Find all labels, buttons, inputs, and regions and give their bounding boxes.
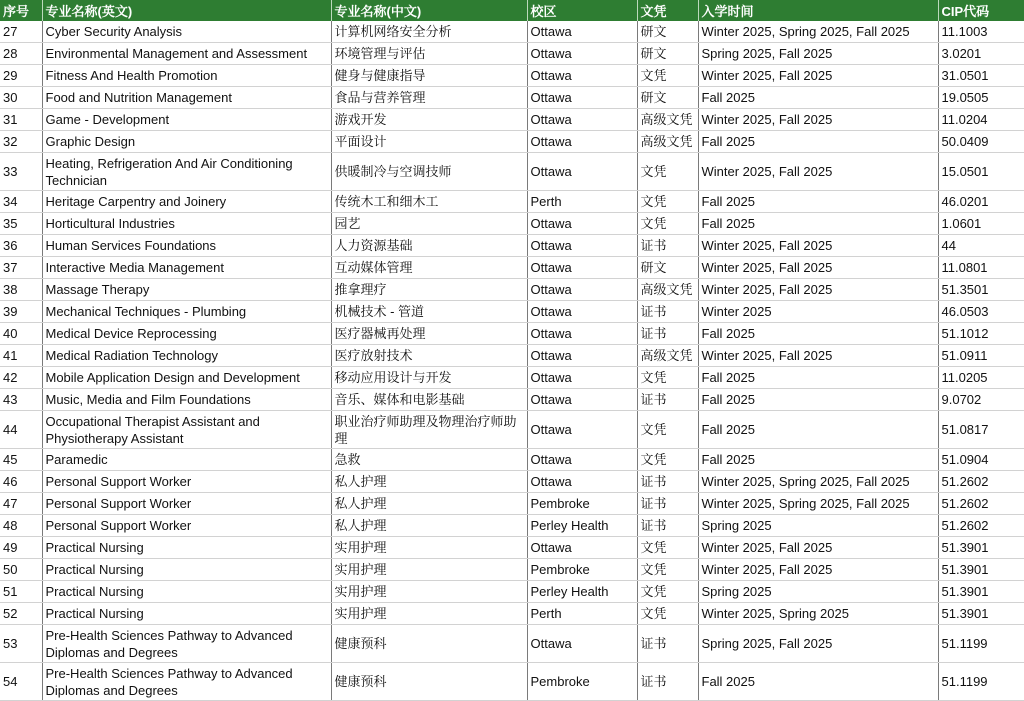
- cell-cip-code: 11.1003: [938, 21, 1024, 43]
- cell-campus: Ottawa: [527, 235, 637, 257]
- cell-index: 36: [0, 235, 42, 257]
- cell-campus: Perley Health: [527, 515, 637, 537]
- table-row: [0, 581, 1024, 603]
- cell-campus: Ottawa: [527, 625, 637, 663]
- cell-cip-code: 11.0801: [938, 257, 1024, 279]
- cell-campus: Ottawa: [527, 279, 637, 301]
- cell-index: 34: [0, 191, 42, 213]
- cell-cip-code: 31.0501: [938, 65, 1024, 87]
- table-row: [0, 131, 1024, 153]
- cell-name-zh: 健身与健康指导: [331, 65, 527, 87]
- cell-intake: Spring 2025: [698, 515, 938, 537]
- cell-credential: 高级文凭: [637, 279, 698, 301]
- cell-name-zh: 实用护理: [331, 581, 527, 603]
- cell-index: 45: [0, 449, 42, 471]
- cell-credential: 文凭: [637, 411, 698, 449]
- cell-campus: Ottawa: [527, 131, 637, 153]
- cell-campus: Ottawa: [527, 367, 637, 389]
- cell-name-en: Food and Nutrition Management: [42, 87, 331, 109]
- cell-name-en: Music, Media and Film Foundations: [42, 389, 331, 411]
- cell-cip-code: 50.0409: [938, 131, 1024, 153]
- cell-cip-code: 44: [938, 235, 1024, 257]
- cell-credential: 证书: [637, 663, 698, 701]
- cell-name-en: Game - Development: [42, 109, 331, 131]
- cell-credential: 证书: [637, 493, 698, 515]
- cell-index: 31: [0, 109, 42, 131]
- cell-credential: 文凭: [637, 559, 698, 581]
- cell-credential: 文凭: [637, 537, 698, 559]
- cell-index: 49: [0, 537, 42, 559]
- cell-index: 50: [0, 559, 42, 581]
- header-name-zh: 专业名称(中文): [331, 0, 527, 21]
- cell-name-en: Pre-Health Sciences Pathway to Advanced Diplomas and Degrees: [42, 663, 331, 701]
- cell-name-zh: 职业治疗师助理及物理治疗师助理: [331, 411, 527, 449]
- cell-credential: 高级文凭: [637, 109, 698, 131]
- cell-cip-code: 51.2602: [938, 515, 1024, 537]
- cell-name-en: Practical Nursing: [42, 581, 331, 603]
- table-row: [0, 515, 1024, 537]
- cell-index: 52: [0, 603, 42, 625]
- header-cip-code: CIP代码: [938, 0, 1024, 21]
- cell-credential: 文凭: [637, 191, 698, 213]
- cell-intake: Fall 2025: [698, 191, 938, 213]
- header-intake: 入学时间: [698, 0, 938, 21]
- cell-index: 32: [0, 131, 42, 153]
- cell-intake: Fall 2025: [698, 213, 938, 235]
- table-row: [0, 213, 1024, 235]
- cell-intake: Winter 2025, Fall 2025: [698, 537, 938, 559]
- cell-campus: Ottawa: [527, 411, 637, 449]
- cell-credential: 文凭: [637, 581, 698, 603]
- cell-intake: Winter 2025, Spring 2025, Fall 2025: [698, 493, 938, 515]
- cell-cip-code: 51.3901: [938, 537, 1024, 559]
- cell-name-zh: 健康预科: [331, 663, 527, 701]
- cell-intake: Spring 2025, Fall 2025: [698, 43, 938, 65]
- header-name-en: 专业名称(英文): [42, 0, 331, 21]
- cell-campus: Perth: [527, 603, 637, 625]
- cell-name-zh: 推拿理疗: [331, 279, 527, 301]
- cell-campus: Perley Health: [527, 581, 637, 603]
- cell-cip-code: 51.2602: [938, 493, 1024, 515]
- cell-credential: 证书: [637, 625, 698, 663]
- cell-name-en: Paramedic: [42, 449, 331, 471]
- cell-credential: 高级文凭: [637, 131, 698, 153]
- cell-campus: Ottawa: [527, 21, 637, 43]
- cell-name-en: Practical Nursing: [42, 603, 331, 625]
- table-row: [0, 257, 1024, 279]
- cell-intake: Fall 2025: [698, 449, 938, 471]
- table-row: [0, 367, 1024, 389]
- cell-cip-code: 11.0204: [938, 109, 1024, 131]
- table-row: [0, 449, 1024, 471]
- cell-intake: Winter 2025, Spring 2025: [698, 603, 938, 625]
- cell-name-zh: 机械技术 - 管道: [331, 301, 527, 323]
- cell-campus: Ottawa: [527, 471, 637, 493]
- cell-credential: 证书: [637, 323, 698, 345]
- cell-name-en: Medical Device Reprocessing: [42, 323, 331, 345]
- cell-credential: 研文: [637, 87, 698, 109]
- table-row: [0, 323, 1024, 345]
- cell-intake: Winter 2025, Fall 2025: [698, 235, 938, 257]
- cell-campus: Ottawa: [527, 301, 637, 323]
- cell-index: 53: [0, 625, 42, 663]
- cell-credential: 文凭: [637, 603, 698, 625]
- cell-index: 38: [0, 279, 42, 301]
- cell-name-zh: 游戏开发: [331, 109, 527, 131]
- table-row: [0, 663, 1024, 701]
- table-row: [0, 537, 1024, 559]
- header-campus: 校区: [527, 0, 637, 21]
- cell-index: 41: [0, 345, 42, 367]
- cell-cip-code: 15.0501: [938, 153, 1024, 191]
- cell-name-zh: 实用护理: [331, 559, 527, 581]
- cell-credential: 文凭: [637, 449, 698, 471]
- cell-index: 30: [0, 87, 42, 109]
- cell-name-en: Medical Radiation Technology: [42, 345, 331, 367]
- cell-intake: Fall 2025: [698, 663, 938, 701]
- cell-credential: 证书: [637, 389, 698, 411]
- cell-credential: 文凭: [637, 213, 698, 235]
- cell-index: 51: [0, 581, 42, 603]
- cell-credential: 研文: [637, 21, 698, 43]
- header-row: [0, 0, 1024, 21]
- cell-index: 37: [0, 257, 42, 279]
- cell-name-zh: 供暖制冷与空调技师: [331, 153, 527, 191]
- cell-cip-code: 46.0503: [938, 301, 1024, 323]
- cell-credential: 文凭: [637, 153, 698, 191]
- cell-campus: Ottawa: [527, 87, 637, 109]
- cell-index: 28: [0, 43, 42, 65]
- cell-campus: Ottawa: [527, 109, 637, 131]
- cell-name-zh: 医疗器械再处理: [331, 323, 527, 345]
- cell-cip-code: 11.0205: [938, 367, 1024, 389]
- table-row: [0, 389, 1024, 411]
- cell-cip-code: 51.0911: [938, 345, 1024, 367]
- cell-cip-code: 51.3901: [938, 559, 1024, 581]
- cell-campus: Ottawa: [527, 43, 637, 65]
- table-row: [0, 191, 1024, 213]
- cell-name-en: Practical Nursing: [42, 559, 331, 581]
- table-row: [0, 471, 1024, 493]
- cell-credential: 研文: [637, 43, 698, 65]
- cell-intake: Fall 2025: [698, 323, 938, 345]
- cell-credential: 研文: [637, 257, 698, 279]
- table-row: [0, 235, 1024, 257]
- cell-intake: Winter 2025, Spring 2025, Fall 2025: [698, 21, 938, 43]
- cell-index: 44: [0, 411, 42, 449]
- cell-cip-code: 51.3501: [938, 279, 1024, 301]
- cell-credential: 高级文凭: [637, 345, 698, 367]
- cell-name-zh: 健康预科: [331, 625, 527, 663]
- table-row: [0, 43, 1024, 65]
- cell-name-en: Graphic Design: [42, 131, 331, 153]
- cell-campus: Pembroke: [527, 663, 637, 701]
- cell-index: 43: [0, 389, 42, 411]
- cell-campus: Ottawa: [527, 257, 637, 279]
- cell-name-en: Human Services Foundations: [42, 235, 331, 257]
- cell-name-en: Fitness And Health Promotion: [42, 65, 331, 87]
- cell-credential: 证书: [637, 471, 698, 493]
- cell-name-zh: 音乐、媒体和电影基础: [331, 389, 527, 411]
- cell-name-en: Mechanical Techniques - Plumbing: [42, 301, 331, 323]
- cell-intake: Winter 2025, Fall 2025: [698, 153, 938, 191]
- cell-credential: 文凭: [637, 65, 698, 87]
- cell-intake: Winter 2025, Fall 2025: [698, 345, 938, 367]
- cell-intake: Spring 2025: [698, 581, 938, 603]
- header-index: 序号: [0, 0, 42, 21]
- cell-cip-code: 3.0201: [938, 43, 1024, 65]
- header-credential: 文凭: [637, 0, 698, 21]
- cell-name-zh: 平面设计: [331, 131, 527, 153]
- cell-name-zh: 园艺: [331, 213, 527, 235]
- table-row: [0, 559, 1024, 581]
- cell-index: 35: [0, 213, 42, 235]
- cell-campus: Perth: [527, 191, 637, 213]
- cell-name-zh: 私人护理: [331, 471, 527, 493]
- cell-campus: Ottawa: [527, 65, 637, 87]
- cell-intake: Fall 2025: [698, 131, 938, 153]
- cell-name-en: Environmental Management and Assessment: [42, 43, 331, 65]
- cell-index: 39: [0, 301, 42, 323]
- cell-name-en: Personal Support Worker: [42, 515, 331, 537]
- cell-cip-code: 51.0904: [938, 449, 1024, 471]
- cell-name-en: Heating, Refrigeration And Air Conditioning Technician: [42, 153, 331, 191]
- cell-index: 54: [0, 663, 42, 701]
- cell-index: 29: [0, 65, 42, 87]
- cell-cip-code: 51.1199: [938, 625, 1024, 663]
- cell-campus: Pembroke: [527, 493, 637, 515]
- cell-cip-code: 51.1012: [938, 323, 1024, 345]
- cell-name-en: Heritage Carpentry and Joinery: [42, 191, 331, 213]
- cell-name-en: Personal Support Worker: [42, 471, 331, 493]
- cell-intake: Winter 2025, Fall 2025: [698, 559, 938, 581]
- cell-name-en: Personal Support Worker: [42, 493, 331, 515]
- cell-intake: Winter 2025, Fall 2025: [698, 109, 938, 131]
- cell-name-zh: 计算机网络安全分析: [331, 21, 527, 43]
- table-row: [0, 109, 1024, 131]
- table-row: [0, 625, 1024, 663]
- cell-name-en: Occupational Therapist Assistant and Physiotherapy Assistant: [42, 411, 331, 449]
- cell-campus: Ottawa: [527, 449, 637, 471]
- cell-name-zh: 传统木工和细木工: [331, 191, 527, 213]
- cell-index: 47: [0, 493, 42, 515]
- cell-intake: Winter 2025, Fall 2025: [698, 65, 938, 87]
- cell-name-zh: 人力资源基础: [331, 235, 527, 257]
- cell-name-en: Pre-Health Sciences Pathway to Advanced Diplomas and Degrees: [42, 625, 331, 663]
- cell-campus: Ottawa: [527, 537, 637, 559]
- cell-intake: Winter 2025: [698, 301, 938, 323]
- cell-name-zh: 食品与营养管理: [331, 87, 527, 109]
- table-row: [0, 493, 1024, 515]
- cell-campus: Ottawa: [527, 345, 637, 367]
- cell-name-zh: 移动应用设计与开发: [331, 367, 527, 389]
- table-row: [0, 345, 1024, 367]
- cell-intake: Winter 2025, Fall 2025: [698, 257, 938, 279]
- table-header: [0, 0, 1024, 21]
- cell-credential: 文凭: [637, 367, 698, 389]
- cell-index: 33: [0, 153, 42, 191]
- cell-cip-code: 1.0601: [938, 213, 1024, 235]
- cell-name-zh: 私人护理: [331, 515, 527, 537]
- cell-cip-code: 51.3901: [938, 603, 1024, 625]
- table-row: [0, 301, 1024, 323]
- cell-cip-code: 19.0505: [938, 87, 1024, 109]
- cell-name-zh: 互动媒体管理: [331, 257, 527, 279]
- cell-intake: Fall 2025: [698, 367, 938, 389]
- table-row: [0, 279, 1024, 301]
- cell-name-en: Interactive Media Management: [42, 257, 331, 279]
- table-row: [0, 603, 1024, 625]
- cell-intake: Fall 2025: [698, 389, 938, 411]
- cell-cip-code: 51.1199: [938, 663, 1024, 701]
- cell-name-en: Practical Nursing: [42, 537, 331, 559]
- cell-campus: Ottawa: [527, 153, 637, 191]
- table-row: [0, 65, 1024, 87]
- cell-index: 27: [0, 21, 42, 43]
- cell-index: 46: [0, 471, 42, 493]
- table-row: [0, 21, 1024, 43]
- cell-campus: Ottawa: [527, 323, 637, 345]
- cell-name-zh: 医疗放射技术: [331, 345, 527, 367]
- table-row: [0, 87, 1024, 109]
- cell-name-zh: 实用护理: [331, 603, 527, 625]
- cell-name-zh: 急救: [331, 449, 527, 471]
- cell-intake: Winter 2025, Spring 2025, Fall 2025: [698, 471, 938, 493]
- cell-intake: Fall 2025: [698, 87, 938, 109]
- cell-index: 40: [0, 323, 42, 345]
- cell-name-en: Mobile Application Design and Development: [42, 367, 331, 389]
- cell-name-zh: 环境管理与评估: [331, 43, 527, 65]
- cell-campus: Ottawa: [527, 389, 637, 411]
- cell-campus: Ottawa: [527, 213, 637, 235]
- cell-cip-code: 51.3901: [938, 581, 1024, 603]
- cell-name-zh: 私人护理: [331, 493, 527, 515]
- table-row: [0, 411, 1024, 449]
- cell-index: 48: [0, 515, 42, 537]
- cell-cip-code: 51.2602: [938, 471, 1024, 493]
- cell-name-en: Cyber Security Analysis: [42, 21, 331, 43]
- cell-cip-code: 51.0817: [938, 411, 1024, 449]
- cell-name-zh: 实用护理: [331, 537, 527, 559]
- cell-intake: Winter 2025, Fall 2025: [698, 279, 938, 301]
- cell-index: 42: [0, 367, 42, 389]
- table-body: [0, 21, 1024, 701]
- table-row: [0, 153, 1024, 191]
- cell-credential: 证书: [637, 301, 698, 323]
- cell-name-en: Massage Therapy: [42, 279, 331, 301]
- cell-credential: 证书: [637, 235, 698, 257]
- cell-intake: Fall 2025: [698, 411, 938, 449]
- cell-credential: 证书: [637, 515, 698, 537]
- cell-cip-code: 46.0201: [938, 191, 1024, 213]
- cell-intake: Spring 2025, Fall 2025: [698, 625, 938, 663]
- cell-name-en: Horticultural Industries: [42, 213, 331, 235]
- cell-cip-code: 9.0702: [938, 389, 1024, 411]
- cell-campus: Pembroke: [527, 559, 637, 581]
